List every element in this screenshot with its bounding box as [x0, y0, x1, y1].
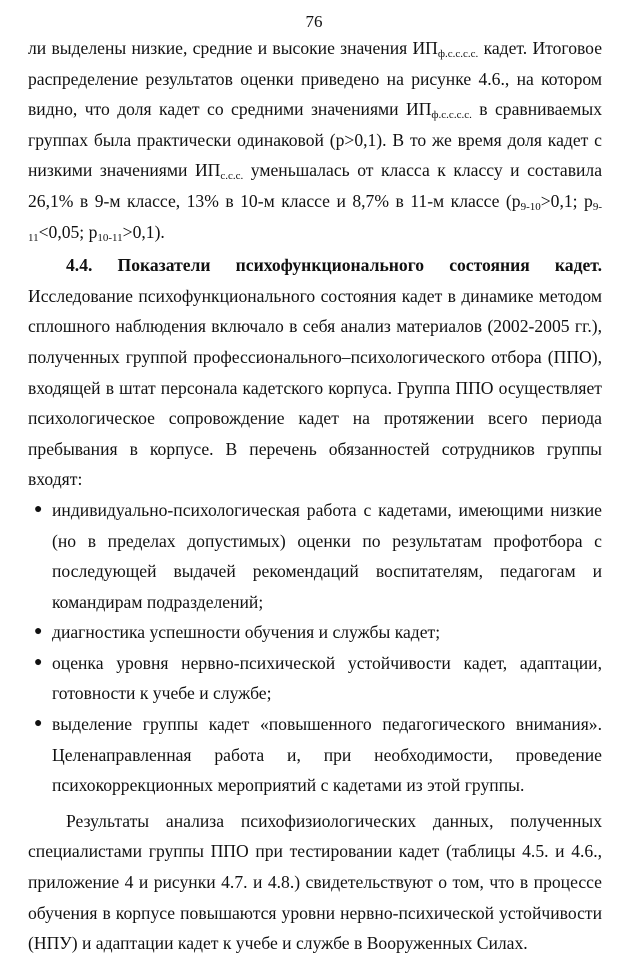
list-item-text: диагностика успешности обучения и службы кадет; — [52, 622, 441, 643]
subscript: ф.с.с.с.с. — [431, 109, 472, 122]
list-item — [28, 617, 602, 648]
duties-list — [28, 495, 602, 801]
paragraph-text: уменьшалась от класса к классу и составила 26,1% в 9-м классе, 13% в 10-м классе и 8,7% в 11-м классе (р — [28, 160, 602, 211]
paragraph-text: в сравниваемых группах была практически одинаковой (р>0,1). В то же время доля кадет с низкими значениями ИП — [28, 99, 602, 181]
subscript: 9-10 — [520, 200, 541, 213]
page-content — [28, 33, 602, 959]
list-item-text: индивидуально-психологическая работа с кадетами, имеющими низкие (но в пределах допустимых) оценки по результатам профотбора с последующей выдачей рекомендаций воспитателям, педагогам и командирам подразделений; — [52, 499, 602, 612]
bullet-icon: ● — [34, 716, 43, 732]
paragraph-text: >0,1). — [122, 221, 165, 242]
paragraph-text: ли выделены низкие, средние и высокие значения ИП — [28, 38, 438, 58]
section-text: Исследование психофункционального состояния кадет в динамике методом сплошного наблюдения включало в себя анализ материалов (2002-2005 гг.), полученных группой профессионального–психологического отбора (ППО), входящей в штат персонала кадетского корпуса. Группа ППО осуществляет психологическое сопровождение кадет на протяжении всего периода пребывания в корпусе. В перечень обязанностей сотрудников группы входят: — [28, 285, 602, 490]
list-item-text: выделение группы кадет «повышенного педагогического внимания». Целенаправленная работа и, при необходимости, проведение психокоррекционных мероприятий с кадетами из этой группы. — [52, 714, 602, 796]
paragraph-text: кадет. Итоговое распределение результатов оценки приведено на рисунке 4.6., на котором видно, что доля кадет со средними значениями ИП — [28, 38, 603, 120]
bullet-icon: ● — [34, 624, 43, 640]
list-item-text: оценка уровня нервно-психической устойчивости кадет, адаптации, готовности к учебе и службе; — [52, 652, 602, 704]
bullet-icon: ● — [34, 654, 43, 670]
page-number: 76 — [305, 12, 323, 31]
subscript: 9-11 — [28, 200, 602, 244]
bullet-icon: ● — [34, 501, 43, 517]
paragraph-conclusion: Результаты анализа психофизиологических данных, полученных специалистами группы ППО при тестировании кадет (таблицы 4.5. и 4.6., приложение 4 и рисунки 4.7. и 4.8.) свидетельствуют о том, что в процессе обучения в корпусе повышаются уровни нервно-психической устойчивости (НПУ) и адаптации кадет к учебе и службе в Вооруженных Силах. — [28, 810, 602, 954]
subscript: с.с.с. — [220, 170, 244, 183]
list-item — [28, 648, 602, 709]
section-heading: 4.4. Показатели психофункционального состояния кадет. — [66, 255, 602, 276]
paragraph-results-distribution — [28, 33, 602, 247]
paragraph-text: <0,05; р — [38, 221, 98, 242]
subscript: ф.с.с.с.с. — [437, 48, 479, 60]
list-item — [28, 495, 602, 617]
paragraph-text: >0,1; р — [540, 190, 593, 211]
section-paragraph — [28, 250, 602, 495]
list-item — [28, 709, 602, 801]
subscript: 10-11 — [97, 231, 123, 244]
